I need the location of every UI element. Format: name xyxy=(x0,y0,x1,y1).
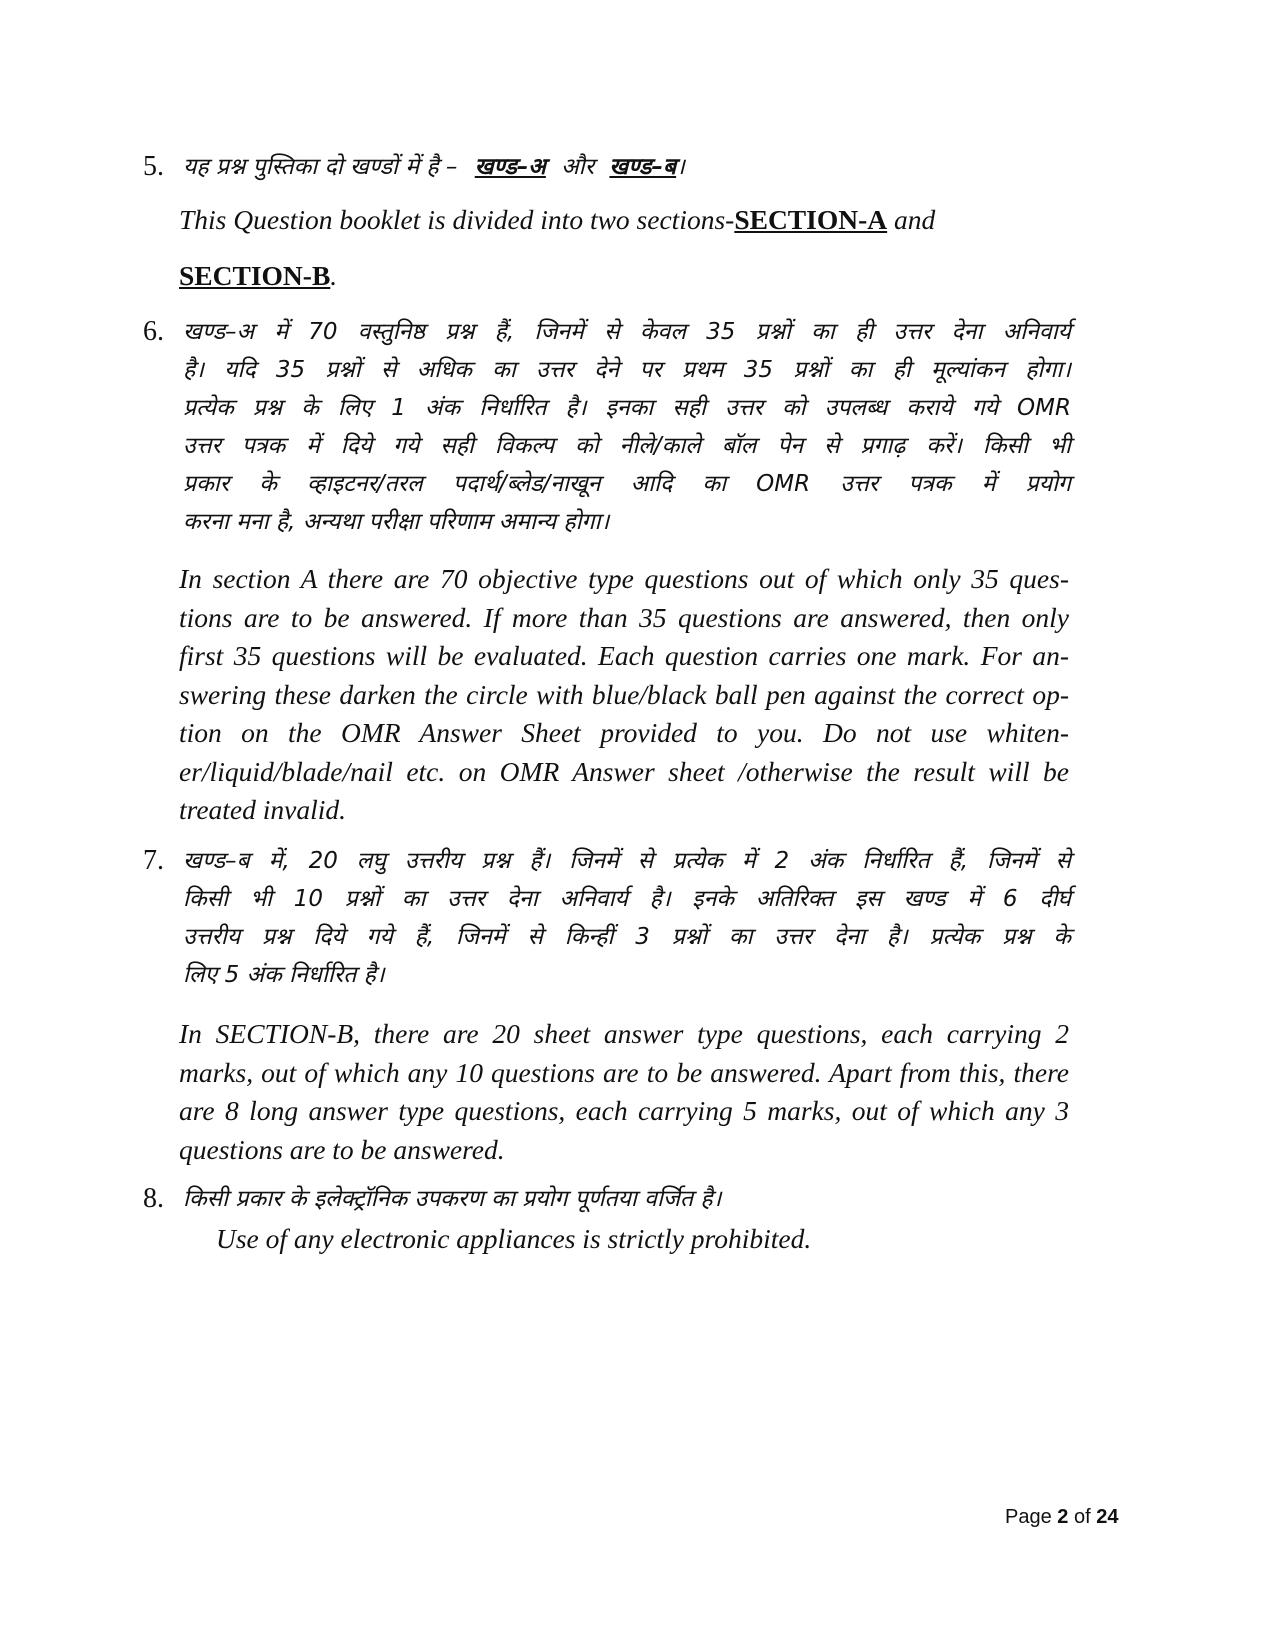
item-8-number: 8. xyxy=(143,1183,164,1214)
item-7-number: 7. xyxy=(143,845,164,876)
item-7-hindi xyxy=(183,842,1071,994)
item-5-english-end: . xyxy=(330,260,338,291)
item-6-hindi-line: करना मना है, अन्यथा परीक्षा परिणाम अमान्य होगा। xyxy=(183,509,610,535)
item-6-english-line: er/liquid/blade/nail etc. on OMR Answer sheet /otherwise the result will be xyxy=(179,755,1069,787)
item-6-hindi-line: प्रकार के व्हाइटनर/तरल पदार्थ/ब्लेड/नाखून आदि का OMR उत्तर पत्रक में प्रयोग xyxy=(183,471,1071,497)
item-5-english-line-2 xyxy=(179,257,337,296)
item-7-english-line: questions are to be answered. xyxy=(179,1133,505,1165)
item-8-english: Use of any electronic appliances is strictly prohibited. xyxy=(216,1223,812,1254)
item-5-english-line-1 xyxy=(179,201,935,240)
footer-page-total: 24 xyxy=(1096,1506,1119,1528)
item-6-hindi xyxy=(183,313,1071,541)
item-5-english-section-b: SECTION-B xyxy=(179,260,331,291)
item-7-english-line: marks, out of which any 10 questions are to be answered. Apart from this, there xyxy=(179,1056,1069,1088)
item-7-hindi-line: खण्ड–ब में, 20 लघु उत्तरीय प्रश्न हैं। जिनमें से प्रत्येक में 2 अंक निर्धारित हैं, जिनमें से xyxy=(183,848,1071,874)
item-6-english-line: treated invalid. xyxy=(179,794,347,825)
item-6-english xyxy=(179,560,1069,830)
item-7-english-line: In SECTION-B, there are 20 sheet answer type questions, each carrying 2 xyxy=(179,1018,1069,1049)
item-5-hindi-end: । xyxy=(676,154,685,180)
item-5-hindi-section-b: खण्ड–ब xyxy=(609,154,677,180)
item-6-english-line: In section A there are 70 objective type questions out of which only 35 ques- xyxy=(179,563,1069,594)
item-6-hindi-line: है। यदि 35 प्रश्नों से अधिक का उत्तर देने पर प्रथम 35 प्रश्नों का ही मूल्यांकन होगा। xyxy=(183,357,1071,383)
item-5-hindi-mid: और xyxy=(561,154,595,180)
item-5-english-pre: This Question booklet is divided into two sections- xyxy=(179,204,735,235)
footer-of-label: of xyxy=(1073,1506,1091,1528)
item-8-hindi: किसी प्रकार के इलेक्ट्रॉनिक उपकरण का प्रयोग पूर्णतया वर्जित है। xyxy=(183,1186,722,1212)
item-5-english-section-a: SECTION-A xyxy=(734,204,888,235)
item-6-english-line: tions are to be answered. If more than 35 questions are answered, then only xyxy=(179,601,1069,633)
item-7-hindi-line: किसी भी 10 प्रश्नों का उत्तर देना अनिवार्य है। इनके अतिरिक्त इस खण्ड में 6 दीर्घ xyxy=(183,886,1071,912)
item-6-hindi-line: प्रत्येक प्रश्न के लिए 1 अंक निर्धारित है। इनका सही उत्तर को उपलब्ध कराये गये OMR xyxy=(183,395,1071,421)
footer-page-number: 2 xyxy=(1057,1506,1069,1528)
item-7-english xyxy=(179,1015,1069,1169)
item-6-hindi-line: उत्तर पत्रक में दिये गये सही विकल्प को नीले/काले बॉल पेन से प्रगाढ़ करें। किसी भी xyxy=(183,433,1071,459)
item-6-hindi-line: खण्ड–अ में 70 वस्तुनिष्ठ प्रश्न हैं, जिनमें से केवल 35 प्रश्नों का ही उत्तर देना अनिवार्य xyxy=(183,319,1071,345)
item-7-hindi-line: उत्तरीय प्रश्न दिये गये हैं, जिनमें से किन्हीं 3 प्रश्नों का उत्तर देना है। प्रत्येक प्रश्न के xyxy=(183,924,1071,950)
item-6-english-line: first 35 questions will be evaluated. Each question carries one mark. For an- xyxy=(179,640,1069,671)
item-5-hindi xyxy=(183,148,685,186)
item-7-english-line: are 8 long answer type questions, each carrying 5 marks, out of which any 3 xyxy=(179,1095,1069,1126)
page-footer xyxy=(1005,1506,1118,1529)
item-6-english-line: swering these darken the circle with blue/black ball pen against the correct op- xyxy=(179,678,1069,710)
item-5-hindi-section-a: खण्ड–अ xyxy=(474,154,546,180)
item-5-hindi-pre: यह प्रश्न पुस्तिका दो खण्डों में है – xyxy=(183,154,458,180)
item-5-number: 5. xyxy=(143,151,164,182)
item-7-hindi-line: लिए 5 अंक निर्धारित है। xyxy=(183,962,385,988)
item-6-english-line: tion on the OMR Answer Sheet provided to you. Do not use whiten- xyxy=(179,717,1069,748)
item-5-english-mid: and xyxy=(887,204,936,235)
item-6-number: 6. xyxy=(143,316,164,347)
footer-page-label: Page xyxy=(1005,1506,1052,1528)
